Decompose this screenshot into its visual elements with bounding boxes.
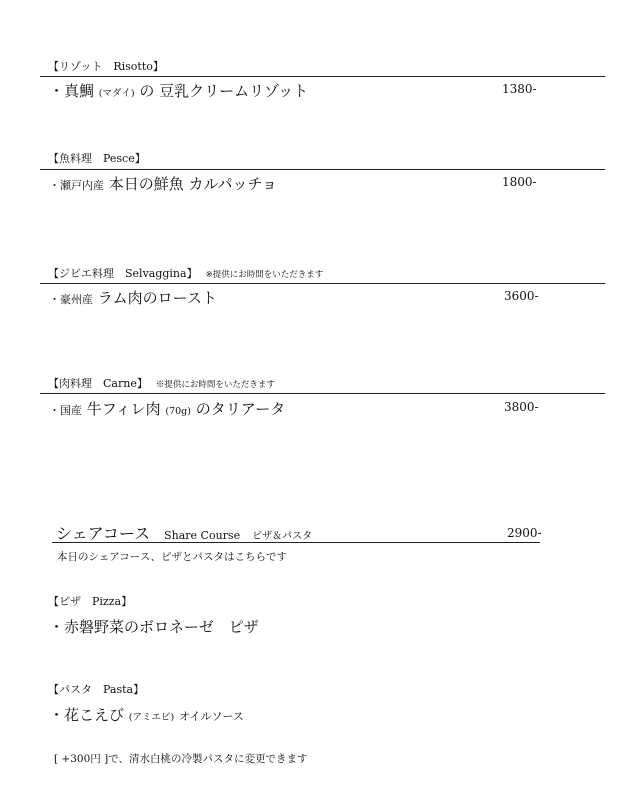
course-title-en: Share Course [164,529,241,542]
price-gibier: 3600- [504,289,539,303]
price-risotto: 1380- [502,82,537,96]
pasta-option-note: [ +300円 ]で、清水白桃の冷製パスタに変更できます [54,753,308,765]
section-divider [40,76,605,77]
menu-item-gibier [49,287,217,308]
section-label-pasta: 【パスタ Pasta】 [48,683,145,696]
course-title-jp: シェアコース [56,524,151,543]
section-note: ※提供にお時間をいただきます [205,270,324,280]
section-divider [40,169,605,170]
item-name-rest: の 豆乳クリームリゾット [139,82,309,100]
price-fish: 1800- [502,175,537,189]
section-label-text: 【ジビエ料理 Selvaggina】 [48,267,198,280]
menu-item-meat [49,398,285,419]
price-share-course: 2900- [507,526,542,540]
section-label-fish: 【魚料理 Pesce】 [48,152,146,165]
course-divider [52,542,540,543]
section-label-text: 【肉料理 Carne】 [48,377,148,390]
item-origin: ・国産 [49,404,82,417]
item-note: (マダイ) [98,88,135,99]
item-origin: ・豪州産 [49,293,93,306]
menu-item-pasta [49,704,244,725]
section-label-risotto: 【リゾット Risotto】 [48,60,164,73]
item-name: 牛フィレ肉 [86,400,161,418]
item-weight: (70g) [165,406,191,417]
item-name: ラム肉のロースト [97,289,217,307]
item-note: (アミエビ) [128,712,175,723]
section-divider [40,393,605,394]
share-course-title [56,521,312,544]
item-origin: ・瀬戸内産 [49,179,104,192]
price-meat: 3800- [504,400,539,414]
menu-item-fish [49,173,277,194]
menu-item-risotto [49,80,308,101]
item-name-rest: のタリアータ [195,400,286,418]
item-name: 本日の鮮魚 カルパッチョ [108,175,278,193]
menu-item-pizza: ・赤磐野菜のボロネーゼ ピザ [49,618,259,636]
section-label-meat [48,375,275,391]
section-label-gibier [48,265,323,281]
section-label-pizza: 【ピザ Pizza】 [48,595,133,608]
share-course-description: 本日のシェアコース、ピザとパスタはこちらです [57,551,287,563]
item-name: ・花こえび [49,706,125,724]
item-name: ・真鯛 [49,82,95,100]
section-divider [40,283,605,284]
section-note: ※提供にお時間をいただきます [155,380,275,390]
course-subtitle: ピザ＆パスタ [252,531,313,542]
item-name-rest: オイルソース [179,710,244,723]
